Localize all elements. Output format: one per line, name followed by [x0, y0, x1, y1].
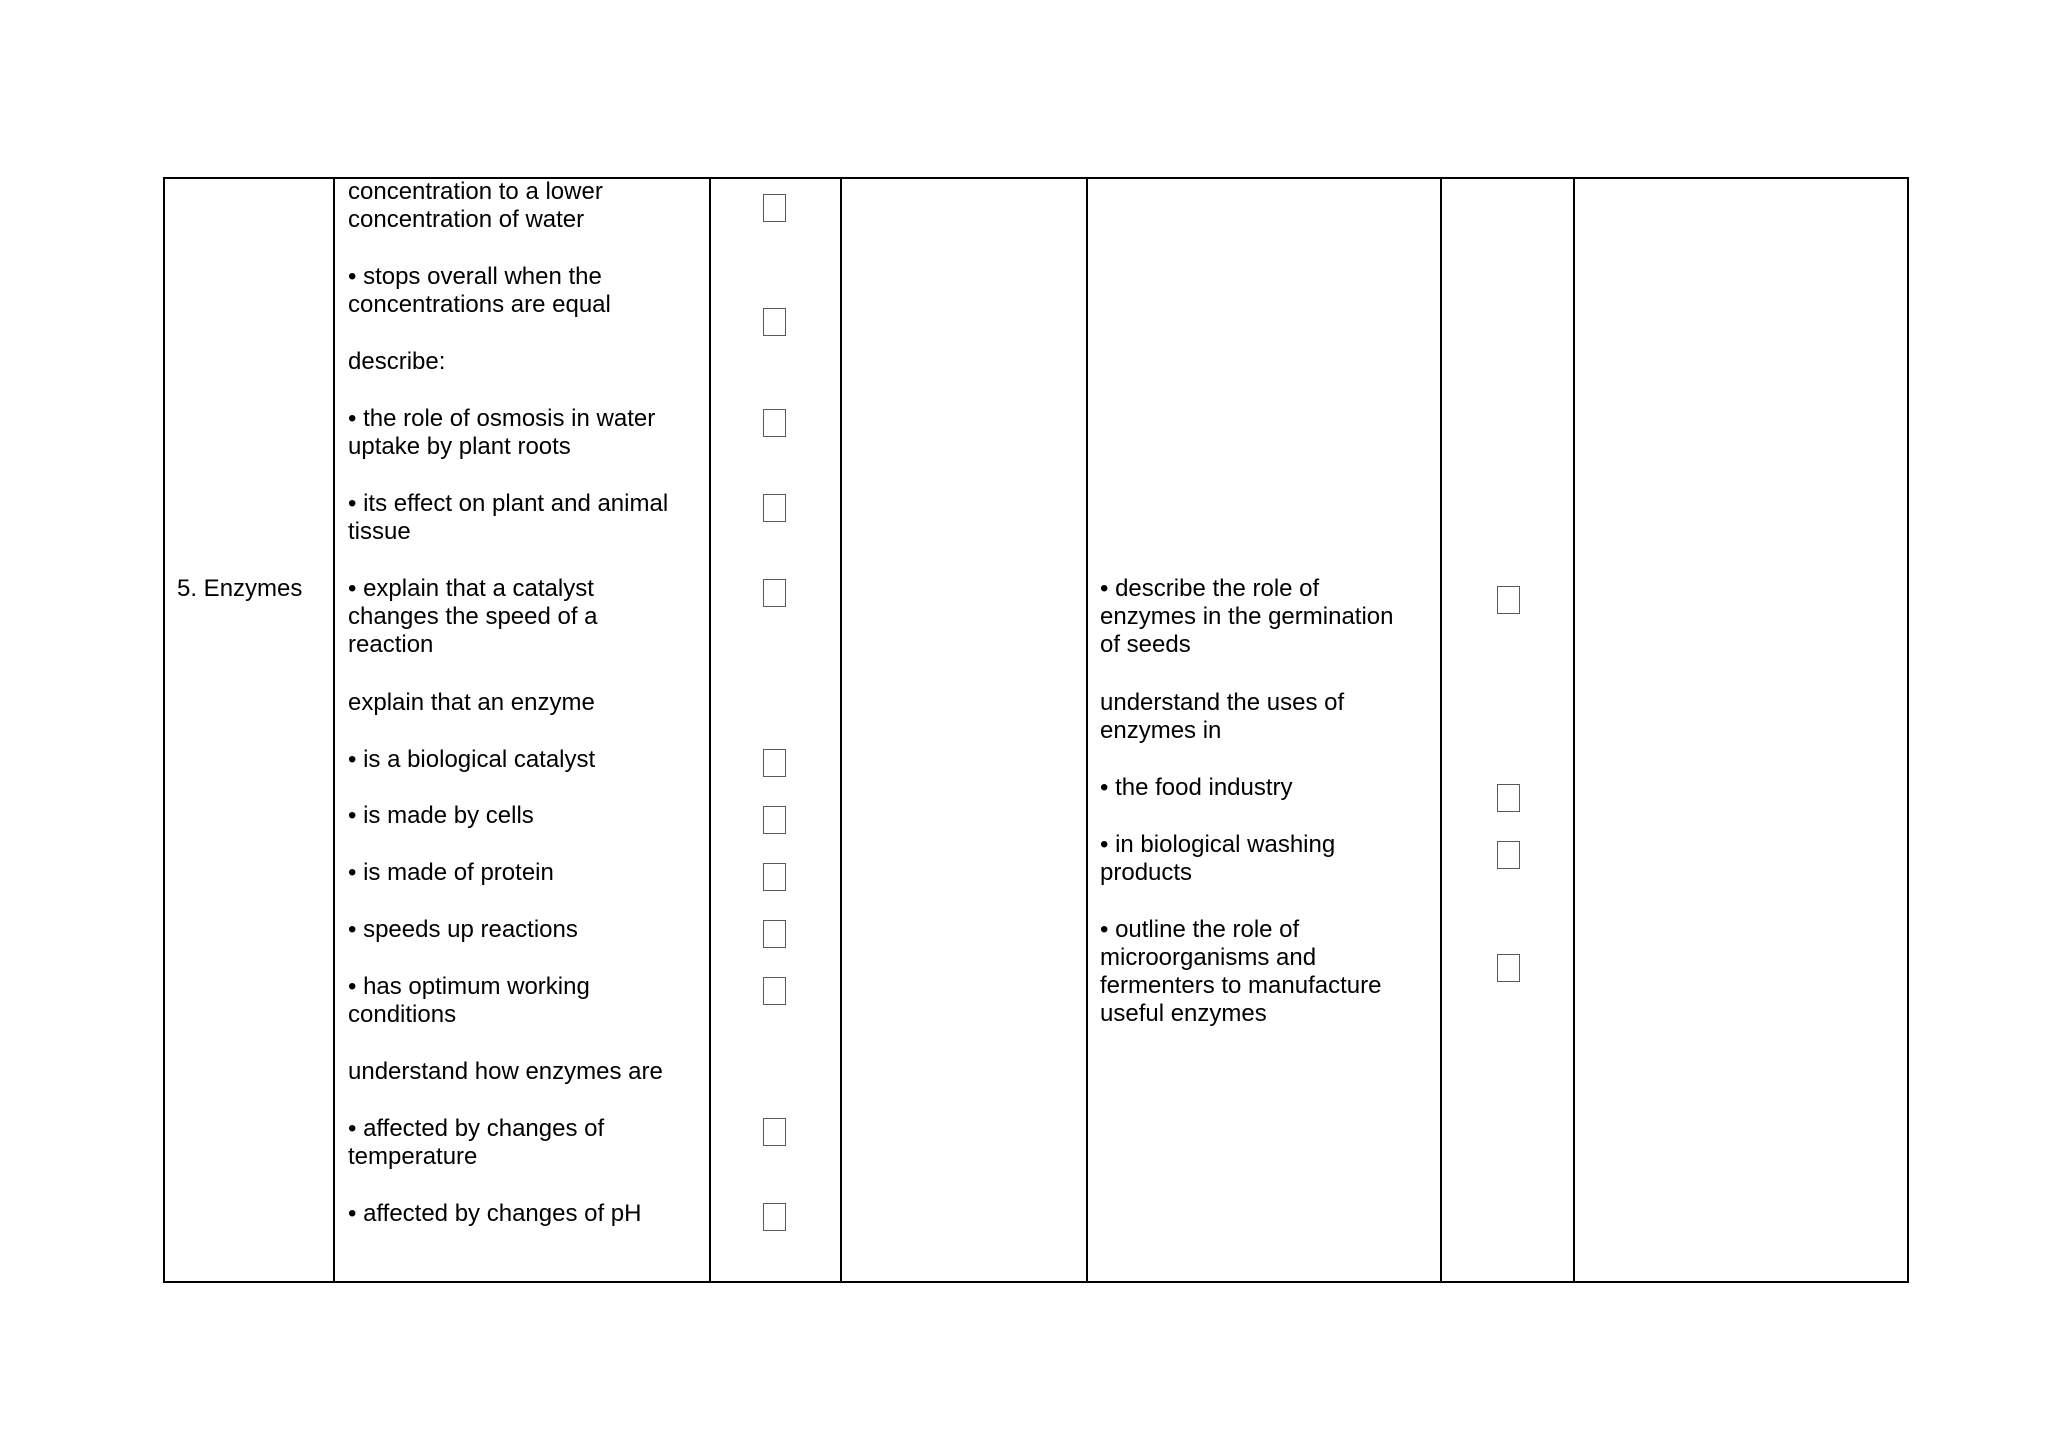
column-divider: [1086, 177, 1088, 1283]
outcome-text: describe:: [348, 348, 446, 375]
column-divider: [709, 177, 711, 1283]
checkbox[interactable]: [763, 409, 786, 437]
outcome-text: • is a biological catalyst: [348, 746, 596, 773]
outcome-text: understand how enzymes are: [348, 1058, 663, 1085]
checkbox[interactable]: [763, 806, 786, 834]
checkbox[interactable]: [763, 1203, 786, 1231]
outcome-text: • explain that a catalyst changes the speed of a reaction: [348, 575, 598, 658]
column-divider: [1573, 177, 1575, 1283]
checkbox[interactable]: [763, 308, 786, 336]
outcome-text: • in biological washing products: [1100, 831, 1336, 886]
checkbox[interactable]: [1497, 841, 1520, 869]
checkbox[interactable]: [763, 749, 786, 777]
checkbox[interactable]: [763, 977, 786, 1005]
outcome-text: • affected by changes of pH: [348, 1200, 642, 1227]
checkbox[interactable]: [763, 494, 786, 522]
checkbox[interactable]: [763, 920, 786, 948]
outcome-text: • the role of osmosis in water uptake by plant roots: [348, 405, 656, 460]
outcome-text: • affected by changes of temperature: [348, 1115, 605, 1170]
checkbox[interactable]: [763, 1118, 786, 1146]
column-divider: [333, 177, 335, 1283]
column-divider: [1440, 177, 1442, 1283]
checkbox[interactable]: [1497, 954, 1520, 982]
checkbox[interactable]: [1497, 586, 1520, 614]
outcome-text: • speeds up reactions: [348, 916, 578, 943]
outcome-text: • is made by cells: [348, 802, 534, 829]
outcome-text: • its effect on plant and animal tissue: [348, 490, 669, 545]
checkbox[interactable]: [763, 863, 786, 891]
outcome-text: explain that an enzyme: [348, 689, 595, 716]
checkbox[interactable]: [763, 194, 786, 222]
outcome-text: • is made of protein: [348, 859, 554, 886]
column-divider: [840, 177, 842, 1283]
checkbox[interactable]: [1497, 784, 1520, 812]
outcome-text: • the food industry: [1100, 774, 1293, 801]
outcome-text: • describe the role of enzymes in the germination of seeds: [1100, 575, 1394, 658]
outcome-text: concentration to a lower concentration of water: [348, 178, 603, 233]
outcome-text: understand the uses of enzymes in: [1100, 689, 1345, 744]
topic-label: 5. Enzymes: [177, 575, 303, 602]
outcome-text: • outline the role of microorganisms and fermenters to manufacture useful enzymes: [1100, 916, 1382, 1027]
outcome-text: • has optimum working conditions: [348, 973, 590, 1028]
outcome-text: • stops overall when the concentrations are equal: [348, 263, 611, 318]
checkbox[interactable]: [763, 579, 786, 607]
